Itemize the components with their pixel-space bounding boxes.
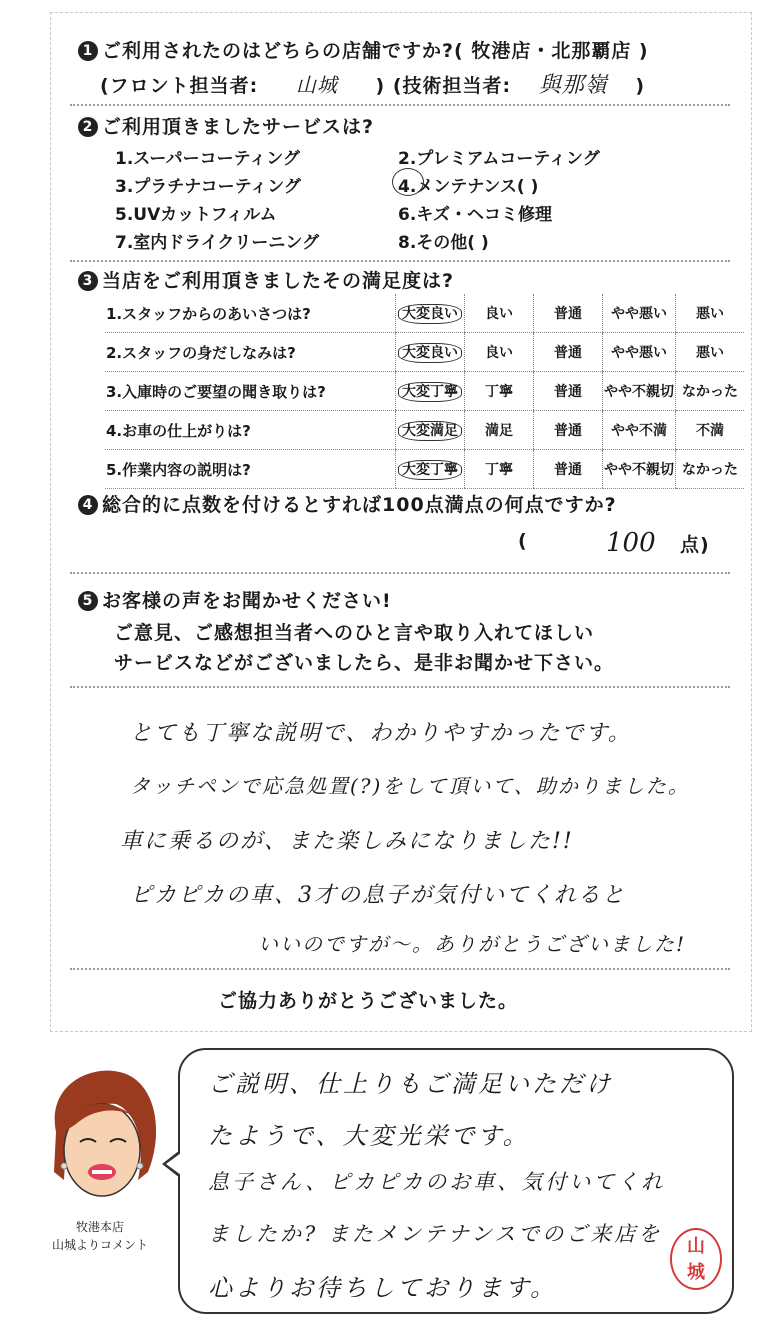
number-1-icon: 1 <box>78 41 98 61</box>
q5-instruction-1: ご意見、ご感想担当者へのひと言や取り入れてほしい <box>114 622 595 644</box>
satisfaction-option <box>603 450 676 489</box>
satisfaction-option <box>534 294 603 333</box>
satisfaction-option-text: 大変丁寧 <box>398 460 462 480</box>
satisfaction-row <box>105 372 744 411</box>
satisfaction-row <box>105 450 744 489</box>
satisfaction-option-text: 大変丁寧 <box>398 382 462 402</box>
satisfaction-option-selected <box>396 411 465 450</box>
satisfaction-option-text: 良い <box>485 345 513 361</box>
tech-staff-label: (技術担当者: <box>392 75 512 97</box>
satisfaction-option <box>465 372 534 411</box>
q2-title-text: ご利用頂きましたサービスは? <box>102 116 375 138</box>
satisfaction-option-text: やや悪い <box>611 306 667 322</box>
service-item: 2.プレミアムコーティング <box>398 149 600 169</box>
customer-comment-line: ピカピカの車、3才の息子が気付いてくれると <box>130 883 626 908</box>
q1-title-text: ご利用されたのはどちらの店舗ですか?( 牧港店・北那覇店 ) <box>102 40 649 62</box>
satisfaction-option <box>603 372 676 411</box>
staff-caption: 山城よりコメント <box>51 1238 148 1252</box>
selection-circle <box>392 168 424 196</box>
satisfaction-option <box>534 450 603 489</box>
number-5-icon: 5 <box>78 591 98 611</box>
service-item: 5.UVカットフィルム <box>115 205 277 225</box>
satisfaction-option <box>676 450 745 489</box>
thanks-text: ご協力ありがとうございました。 <box>218 990 519 1012</box>
satisfaction-option-text: やや不満 <box>611 423 667 439</box>
satisfaction-option <box>534 411 603 450</box>
satisfaction-option-text: 満足 <box>485 423 513 439</box>
divider <box>70 968 730 970</box>
satisfaction-option-text: 丁寧 <box>485 462 513 478</box>
q3-title <box>78 266 454 293</box>
satisfaction-option-text: 良い <box>485 306 513 322</box>
q3-title-text: 当店をご利用頂きましたその満足度は? <box>102 270 455 292</box>
customer-comment-line: いいのですが〜。ありがとうございました! <box>258 932 687 956</box>
staff-avatar <box>36 1062 166 1212</box>
satisfaction-row <box>105 333 744 372</box>
satisfaction-option-selected <box>396 372 465 411</box>
service-item: 3.プラチナコーティング <box>115 177 301 197</box>
satisfaction-option-selected <box>396 294 465 333</box>
satisfaction-question: 1.スタッフからのあいさつは? <box>105 294 396 333</box>
divider <box>70 104 730 106</box>
q5-title <box>78 586 392 613</box>
reply-line: 息子さん、ピカピカのお車、気付いてくれ <box>208 1170 666 1194</box>
q4-unit: 点) <box>680 534 710 556</box>
front-staff-close: ) <box>375 75 386 97</box>
q4-title-text: 総合的に点数を付けるとすれば100点満点の何点ですか? <box>102 494 617 516</box>
satisfaction-option-text: 普通 <box>554 306 582 322</box>
satisfaction-option-text: 大変良い <box>398 343 462 363</box>
satisfaction-option-text: 悪い <box>696 345 724 361</box>
satisfaction-option-text: なかった <box>682 384 738 400</box>
satisfaction-option <box>534 372 603 411</box>
q1-staff-line <box>100 68 645 99</box>
q4-score: 100 <box>606 528 656 558</box>
satisfaction-question: 5.作業内容の説明は? <box>105 450 396 489</box>
customer-comment-line: タッチペンで応急処置(?)をして頂いて、助かりました。 <box>130 774 690 798</box>
service-item: 7.室内ドライクリーニング <box>115 233 320 253</box>
satisfaction-option <box>603 411 676 450</box>
satisfaction-table <box>105 294 744 489</box>
satisfaction-option-text: やや不親切 <box>604 462 674 478</box>
divider <box>70 260 730 262</box>
service-item: 8.その他( ) <box>398 233 489 253</box>
satisfaction-option <box>465 333 534 372</box>
number-3-icon: 3 <box>78 271 98 291</box>
satisfaction-question: 3.入庫時のご要望の聞き取りは? <box>105 372 396 411</box>
stamp-char-top: 山 <box>687 1236 705 1257</box>
satisfaction-row <box>105 294 744 333</box>
stamp-char-bottom: 城 <box>687 1262 705 1283</box>
customer-comment-line: とても丁寧な説明で、わかりやすかったです。 <box>130 721 632 746</box>
satisfaction-option-text: 大変満足 <box>398 421 462 441</box>
q5-title-text: お客様の声をお聞かせください! <box>102 590 392 612</box>
satisfaction-option-text: 不満 <box>696 423 724 439</box>
divider <box>70 686 730 688</box>
divider <box>70 572 730 574</box>
satisfaction-option-text: 普通 <box>554 423 582 439</box>
service-item-selected: 4.メンテナンス( ) <box>398 177 539 197</box>
satisfaction-option-text: 普通 <box>554 462 582 478</box>
satisfaction-option-text: なかった <box>682 462 738 478</box>
number-4-icon: 4 <box>78 495 98 515</box>
satisfaction-row <box>105 411 744 450</box>
satisfaction-question: 4.お車の仕上がりは? <box>105 411 396 450</box>
satisfaction-option <box>676 333 745 372</box>
satisfaction-option <box>534 333 603 372</box>
reply-line: ましたか? またメンテナンスでのご来店を <box>208 1222 663 1246</box>
q5-instruction-2: サービスなどがございましたら、是非お聞かせ下さい。 <box>114 652 615 674</box>
satisfaction-option-text: 丁寧 <box>485 384 513 400</box>
staff-store: 牧港本店 <box>75 1220 124 1234</box>
satisfaction-option <box>676 372 745 411</box>
bubble-tail-inner <box>166 1153 181 1175</box>
satisfaction-option-text: 大変良い <box>398 304 462 324</box>
q4-open: ( <box>518 530 528 552</box>
satisfaction-option-text: 悪い <box>696 306 724 322</box>
satisfaction-option <box>465 450 534 489</box>
number-2-icon: 2 <box>78 117 98 137</box>
front-staff-value: 山城 <box>295 73 338 97</box>
reply-line: 心よりお待ちしております。 <box>208 1274 558 1302</box>
satisfaction-option-selected <box>396 333 465 372</box>
satisfaction-option <box>465 294 534 333</box>
satisfaction-option-text: 普通 <box>554 384 582 400</box>
q2-title <box>78 112 374 139</box>
name-stamp <box>670 1228 722 1290</box>
reply-line: たようで、大変光栄です。 <box>208 1122 530 1150</box>
q1-title <box>78 36 649 63</box>
satisfaction-option <box>603 333 676 372</box>
satisfaction-option-selected <box>396 450 465 489</box>
satisfaction-option <box>603 294 676 333</box>
q4-title <box>78 490 617 517</box>
satisfaction-option <box>465 411 534 450</box>
satisfaction-option <box>676 411 745 450</box>
tech-staff-close: ) <box>635 75 646 97</box>
service-item: 1.スーパーコーティング <box>115 149 300 169</box>
service-item: 6.キズ・ヘコミ修理 <box>398 205 552 225</box>
tech-staff-value: 與那嶺 <box>538 73 608 98</box>
satisfaction-option <box>676 294 745 333</box>
satisfaction-option-text: 普通 <box>554 345 582 361</box>
satisfaction-question: 2.スタッフの身だしなみは? <box>105 333 396 372</box>
front-staff-label: (フロント担当者: <box>100 75 259 97</box>
satisfaction-option-text: やや悪い <box>611 345 667 361</box>
reply-line: ご説明、仕上りもご満足いただけ <box>208 1070 613 1098</box>
satisfaction-option-text: やや不親切 <box>604 384 674 400</box>
customer-comment-line: 車に乗るのが、また楽しみになりました!! <box>120 829 574 854</box>
